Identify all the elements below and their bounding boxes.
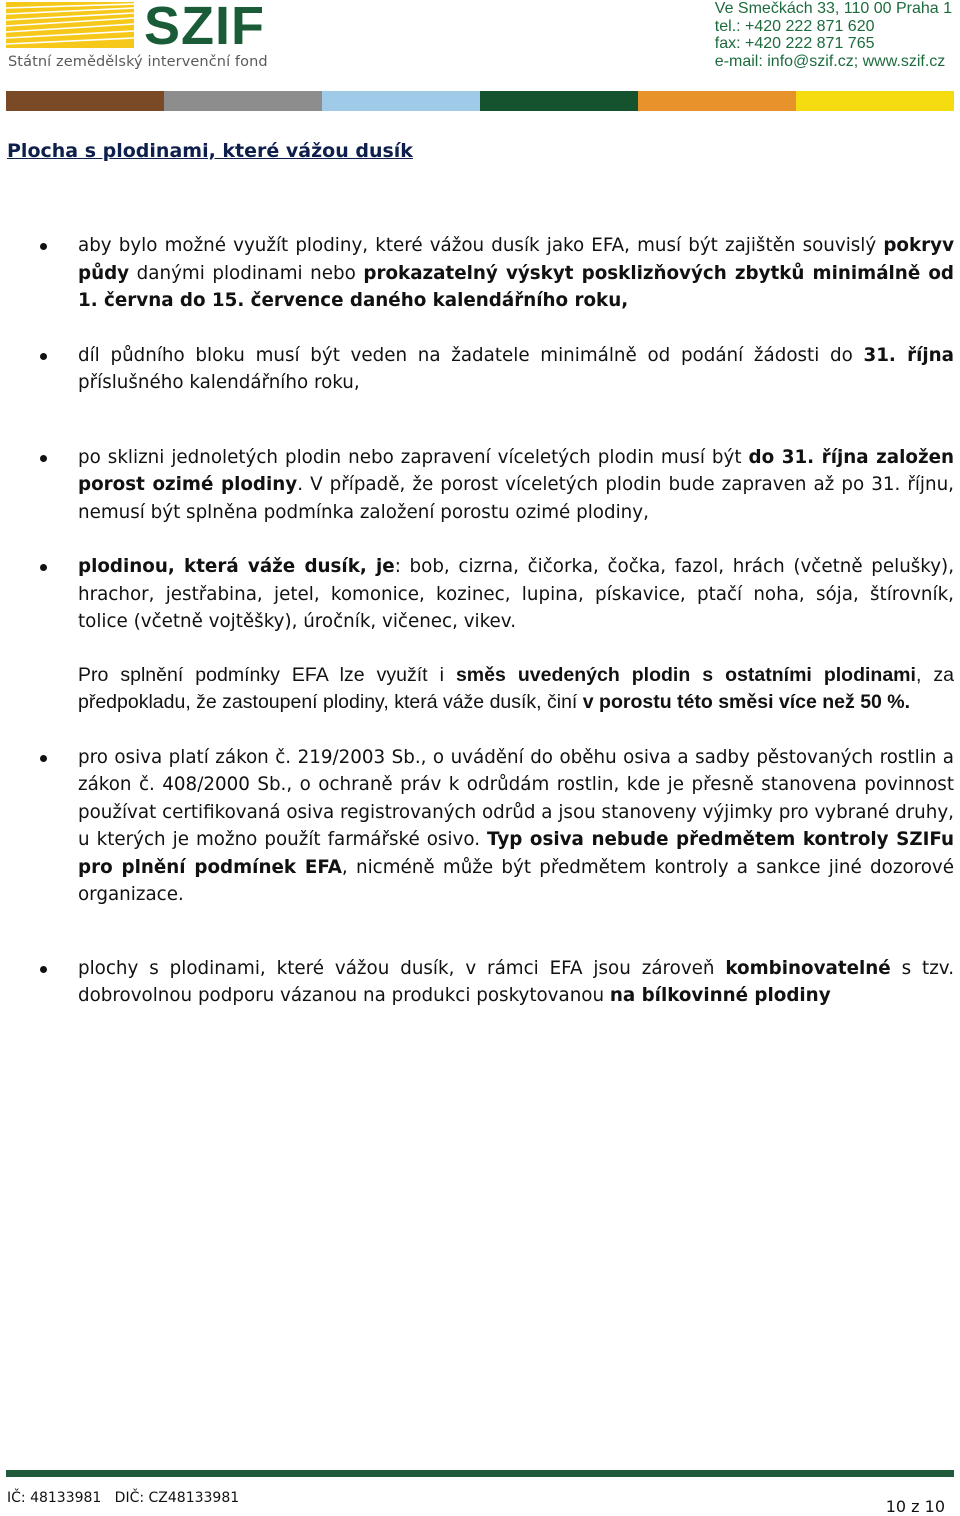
stripe-segment [638, 91, 796, 111]
color-stripe [6, 91, 954, 111]
stripe-segment [6, 91, 164, 111]
sun-rays-icon [6, 2, 136, 52]
list-item: plochy s plodinami, které vážou dusík, v rámci EFA jsou zároveň kombinovatelné s tzv. dobrovolnou podporu vázanou na produkci poskytovanou na bílkovinné plodiny [0, 955, 960, 1010]
page-number: 10 z 10 [885, 1497, 945, 1516]
bullet-icon [40, 564, 47, 571]
phone: tel.: +420 222 871 620 [714, 17, 875, 35]
bullet-icon [40, 353, 47, 360]
szif-logo [6, 2, 276, 72]
note-paragraph: Pro splnění podmínky EFA lze využít i směs uvedených plodin s ostatními plodinami, za předpokladu, že zastoupení plodiny, která váže dusík, činí v porostu této směsi více než 50 %. [78, 663, 954, 713]
fax: fax: +420 222 871 765 [714, 35, 875, 52]
footer-rule [6, 1470, 954, 1477]
list-item: díl půdního bloku musí být veden na žadatele minimálně od podání žádosti do 31. října příslušného kalendářního roku, [0, 342, 960, 397]
list-item: po sklizni jednoletých plodin nebo zapravení víceletých plodin musí být do 31. října založen porost ozimé plodiny. V případě, že porost víceletých plodin bude zapraven až po 31. říjnu, nemusí být splněna podmínka založení porostu ozimé plodiny, [0, 444, 960, 527]
contact-block [715, 0, 952, 70]
stripe-segment [322, 91, 480, 111]
bullet-icon [40, 243, 47, 250]
bullet-icon [40, 455, 47, 462]
list-item: pro osiva platí zákon č. 219/2003 Sb., o uvádění do oběhu osiva a sadby pěstovaných rostlin a zákon č. 408/2000 Sb., o ochraně práv k odrůdám rostlin, kde je přesně stanovena povinnost používat certifikovaná osiva registrovaných odrůd a jsou stanoveny výjimky pro vybrané druhy, u kterých je možno použít farmářské osivo. Typ osiva nebude předmětem kontroly SZIFu pro plnění podmínek EFA, nicméně může být předmětem kontroly a sankce jiné dozorové organizace. [0, 744, 960, 909]
logo-subtitle: Státní zemědělský intervenční fond [8, 54, 268, 70]
address: Ve Smečkách 33, 110 00 Praha 1 [714, 0, 952, 17]
bullet-icon [40, 755, 47, 762]
page-title: Plocha s plodinami, které vážou dusík [7, 140, 413, 162]
list-item: plodinou, která váže dusík, je: bob, cizrna, čičorka, čočka, fazol, hrách (včetně pelušky), hrachor, jestřabina, jetel, komonice, kozinec, lupina, pískavice, ptačí noha, sója, štírovník, tolice (včetně vojtěšky), úročník, vičenec, vikev. [0, 553, 960, 636]
bullet-icon [40, 966, 47, 973]
list-item: aby bylo možné využít plodiny, které vážou dusík jako EFA, musí být zajištěn souvislý pokryv půdy danými plodinami nebo prokazatelný výskyt posklizňových zbytků minimálně od 1. června do 15. července daného kalendářního roku, [0, 232, 960, 315]
stripe-segment [796, 91, 954, 111]
content [0, 232, 960, 1010]
page-header [0, 0, 960, 112]
stripe-segment [164, 91, 322, 111]
email-web[interactable]: e-mail: info@szif.cz; www.szif.cz [714, 52, 946, 70]
footer-ids: IČ: 48133981 DIČ: CZ48133981 [7, 1490, 240, 1506]
stripe-segment [480, 91, 638, 111]
logo-title: SZIF [144, 0, 265, 56]
